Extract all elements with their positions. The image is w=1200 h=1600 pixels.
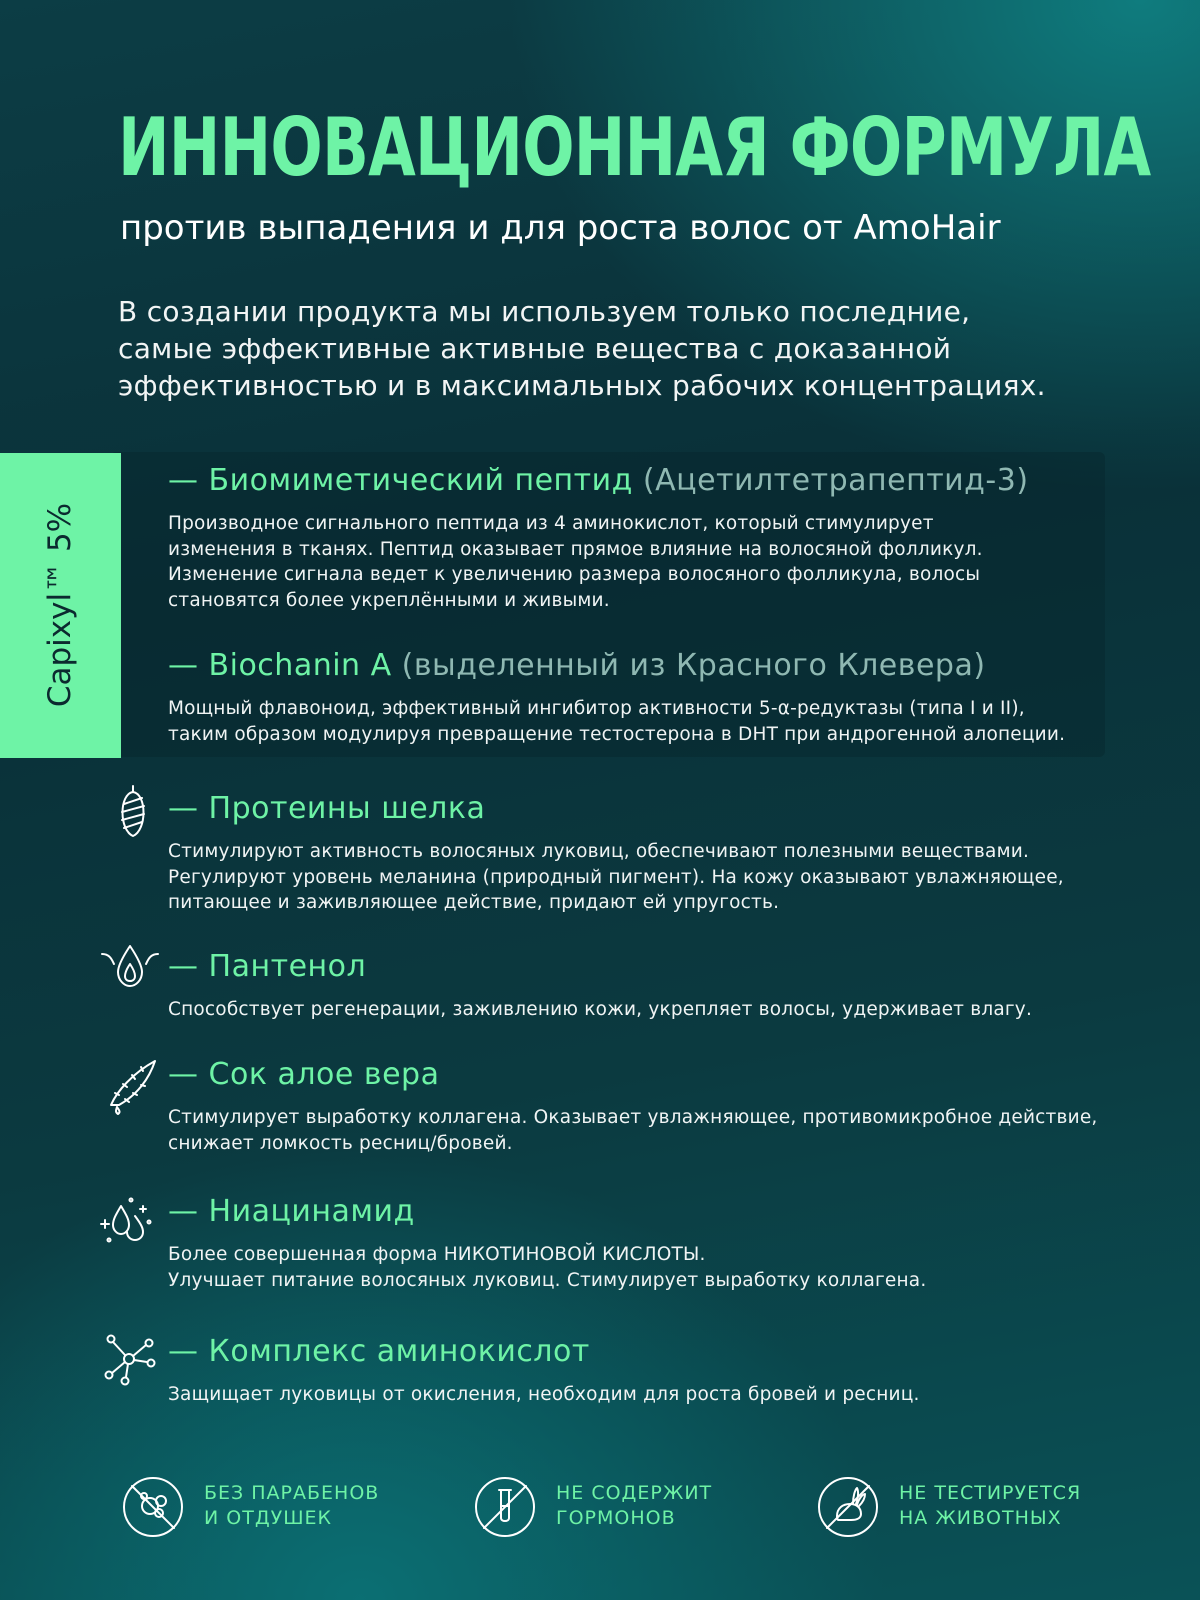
ingredient-aloe xyxy=(168,1055,1128,1156)
ingredient-title xyxy=(168,646,1128,686)
badge-line: НЕ ТЕСТИРУЕТСЯ xyxy=(899,1482,1082,1504)
badge-line: БЕЗ ПАРАБЕНОВ xyxy=(204,1482,380,1504)
badge-line: НА ЖИВОТНЫХ xyxy=(899,1507,1062,1529)
intro-line: эффективностью и в максимальных рабочих концентрациях. xyxy=(118,369,1046,402)
ingredient-silk xyxy=(168,789,1128,916)
ingredient-biochanin xyxy=(168,646,1128,747)
description-line: Регулируют уровень меланина (природный пигмент). На кожу оказывают увлажняющее, xyxy=(168,866,1064,888)
ingredient-title xyxy=(168,1055,1128,1095)
description-line: Способствует регенерации, заживлению кожи, укрепляет волосы, удерживает влагу. xyxy=(168,999,1033,1020)
ingredient-name: — Протеины шелка xyxy=(168,791,486,826)
description-line: таким образом модулируя превращение тестостерона в DHT при андрогенной алопеции. xyxy=(168,723,1066,745)
ingredient-description xyxy=(168,1382,1128,1408)
intro-line: В создании продукта мы используем только последние, xyxy=(118,295,971,328)
silk-cocoon-icon xyxy=(103,782,163,842)
badge-text xyxy=(556,1481,712,1531)
description-line: Стимулируют активность волосяных луковиц, обеспечивают полезными веществами. xyxy=(168,841,1030,862)
badge-line: И ОТДУШЕК xyxy=(204,1507,333,1529)
ingredient-amino-acids xyxy=(168,1332,1128,1408)
description-line: Мощный флавоноид, эффективный ингибитор активности 5-α-редуктазы (типа I и II), xyxy=(168,698,1025,719)
aloe-leaf-icon xyxy=(103,1055,163,1115)
sparkle-drops-icon xyxy=(97,1192,157,1252)
ingredient-name: — Пантенол xyxy=(168,949,367,984)
description-line: снижает ломкость ресниц/бровей. xyxy=(168,1132,513,1154)
description-line: изменения в тканях. Пептид оказывает прямое влияние на волосяной фолликул. xyxy=(168,538,983,560)
ingredient-description xyxy=(168,839,1128,916)
badge-line: НЕ СОДЕРЖИТ xyxy=(556,1482,713,1504)
ingredient-title xyxy=(168,461,1128,501)
ingredient-name: — Ниацинамид xyxy=(168,1194,415,1229)
page-title: ИННОВАЦИОННАЯ ФОРМУЛА xyxy=(118,101,1151,194)
ingredient-panthenol xyxy=(168,947,1128,1023)
ingredient-name: — Biochanin A xyxy=(168,648,392,683)
molecule-icon xyxy=(101,1329,161,1389)
ingredient-name: — Биомиметический пептид xyxy=(168,463,633,498)
ingredient-niacinamide xyxy=(168,1192,1128,1293)
ingredient-title xyxy=(168,1332,1128,1372)
intro-paragraph xyxy=(118,293,1158,404)
ingredient-description xyxy=(168,511,1128,613)
ingredient-note: (Ацетилтетрапептид-3) xyxy=(632,463,1029,498)
ingredient-description xyxy=(168,696,1128,747)
description-line: Улучшает питание волосяных луковиц. Стимулирует выработку коллагена. xyxy=(168,1269,927,1291)
ingredient-name: — Сок алое вера xyxy=(168,1057,440,1092)
no-parabens-icon xyxy=(122,1476,184,1538)
ingredient-title xyxy=(168,947,1128,987)
description-line: Стимулирует выработку коллагена. Оказывает увлажняющее, противомикробное действие, xyxy=(168,1107,1098,1128)
side-tag-label: Capixyl™ 5% xyxy=(42,502,78,708)
ingredient-title xyxy=(168,789,1128,829)
badge-line: ГОРМОНОВ xyxy=(556,1507,676,1529)
description-line: Защищает луковицы от окисления, необходим для роста бровей и ресниц. xyxy=(168,1384,920,1405)
ingredient-name: — Комплекс аминокислот xyxy=(168,1334,590,1369)
description-line: становятся более укреплёнными и живыми. xyxy=(168,589,610,611)
description-line: Производное сигнального пептида из 4 аминокислот, который стимулирует xyxy=(168,513,934,534)
description-line: Изменение сигнала ведет к увеличению размера волосяного фолликула, волосы xyxy=(168,564,981,585)
cruelty-free-icon xyxy=(817,1476,879,1538)
badge-text xyxy=(204,1481,379,1531)
intro-line: самые эффективные активные вещества с доказанной xyxy=(118,332,952,365)
ingredient-note: (выделенный из Красного Клевера) xyxy=(391,648,986,683)
no-hormones-icon xyxy=(474,1476,536,1538)
ingredient-description xyxy=(168,1242,1128,1293)
page-subtitle: против выпадения и для роста волос от AmoHair xyxy=(120,208,1001,248)
badge-text xyxy=(899,1481,1081,1531)
ingredient-description xyxy=(168,997,1128,1023)
description-line: Более совершенная форма НИКОТИНОВОЙ КИСЛОТЫ. xyxy=(168,1244,706,1265)
ingredient-peptide xyxy=(168,461,1128,613)
water-drop-icon xyxy=(100,940,160,1000)
description-line: питающее и заживляющее действие, придают ей упругость. xyxy=(168,892,780,913)
capixyl-side-tag xyxy=(0,453,121,758)
ingredient-title xyxy=(168,1192,1128,1232)
ingredient-description xyxy=(168,1105,1128,1156)
